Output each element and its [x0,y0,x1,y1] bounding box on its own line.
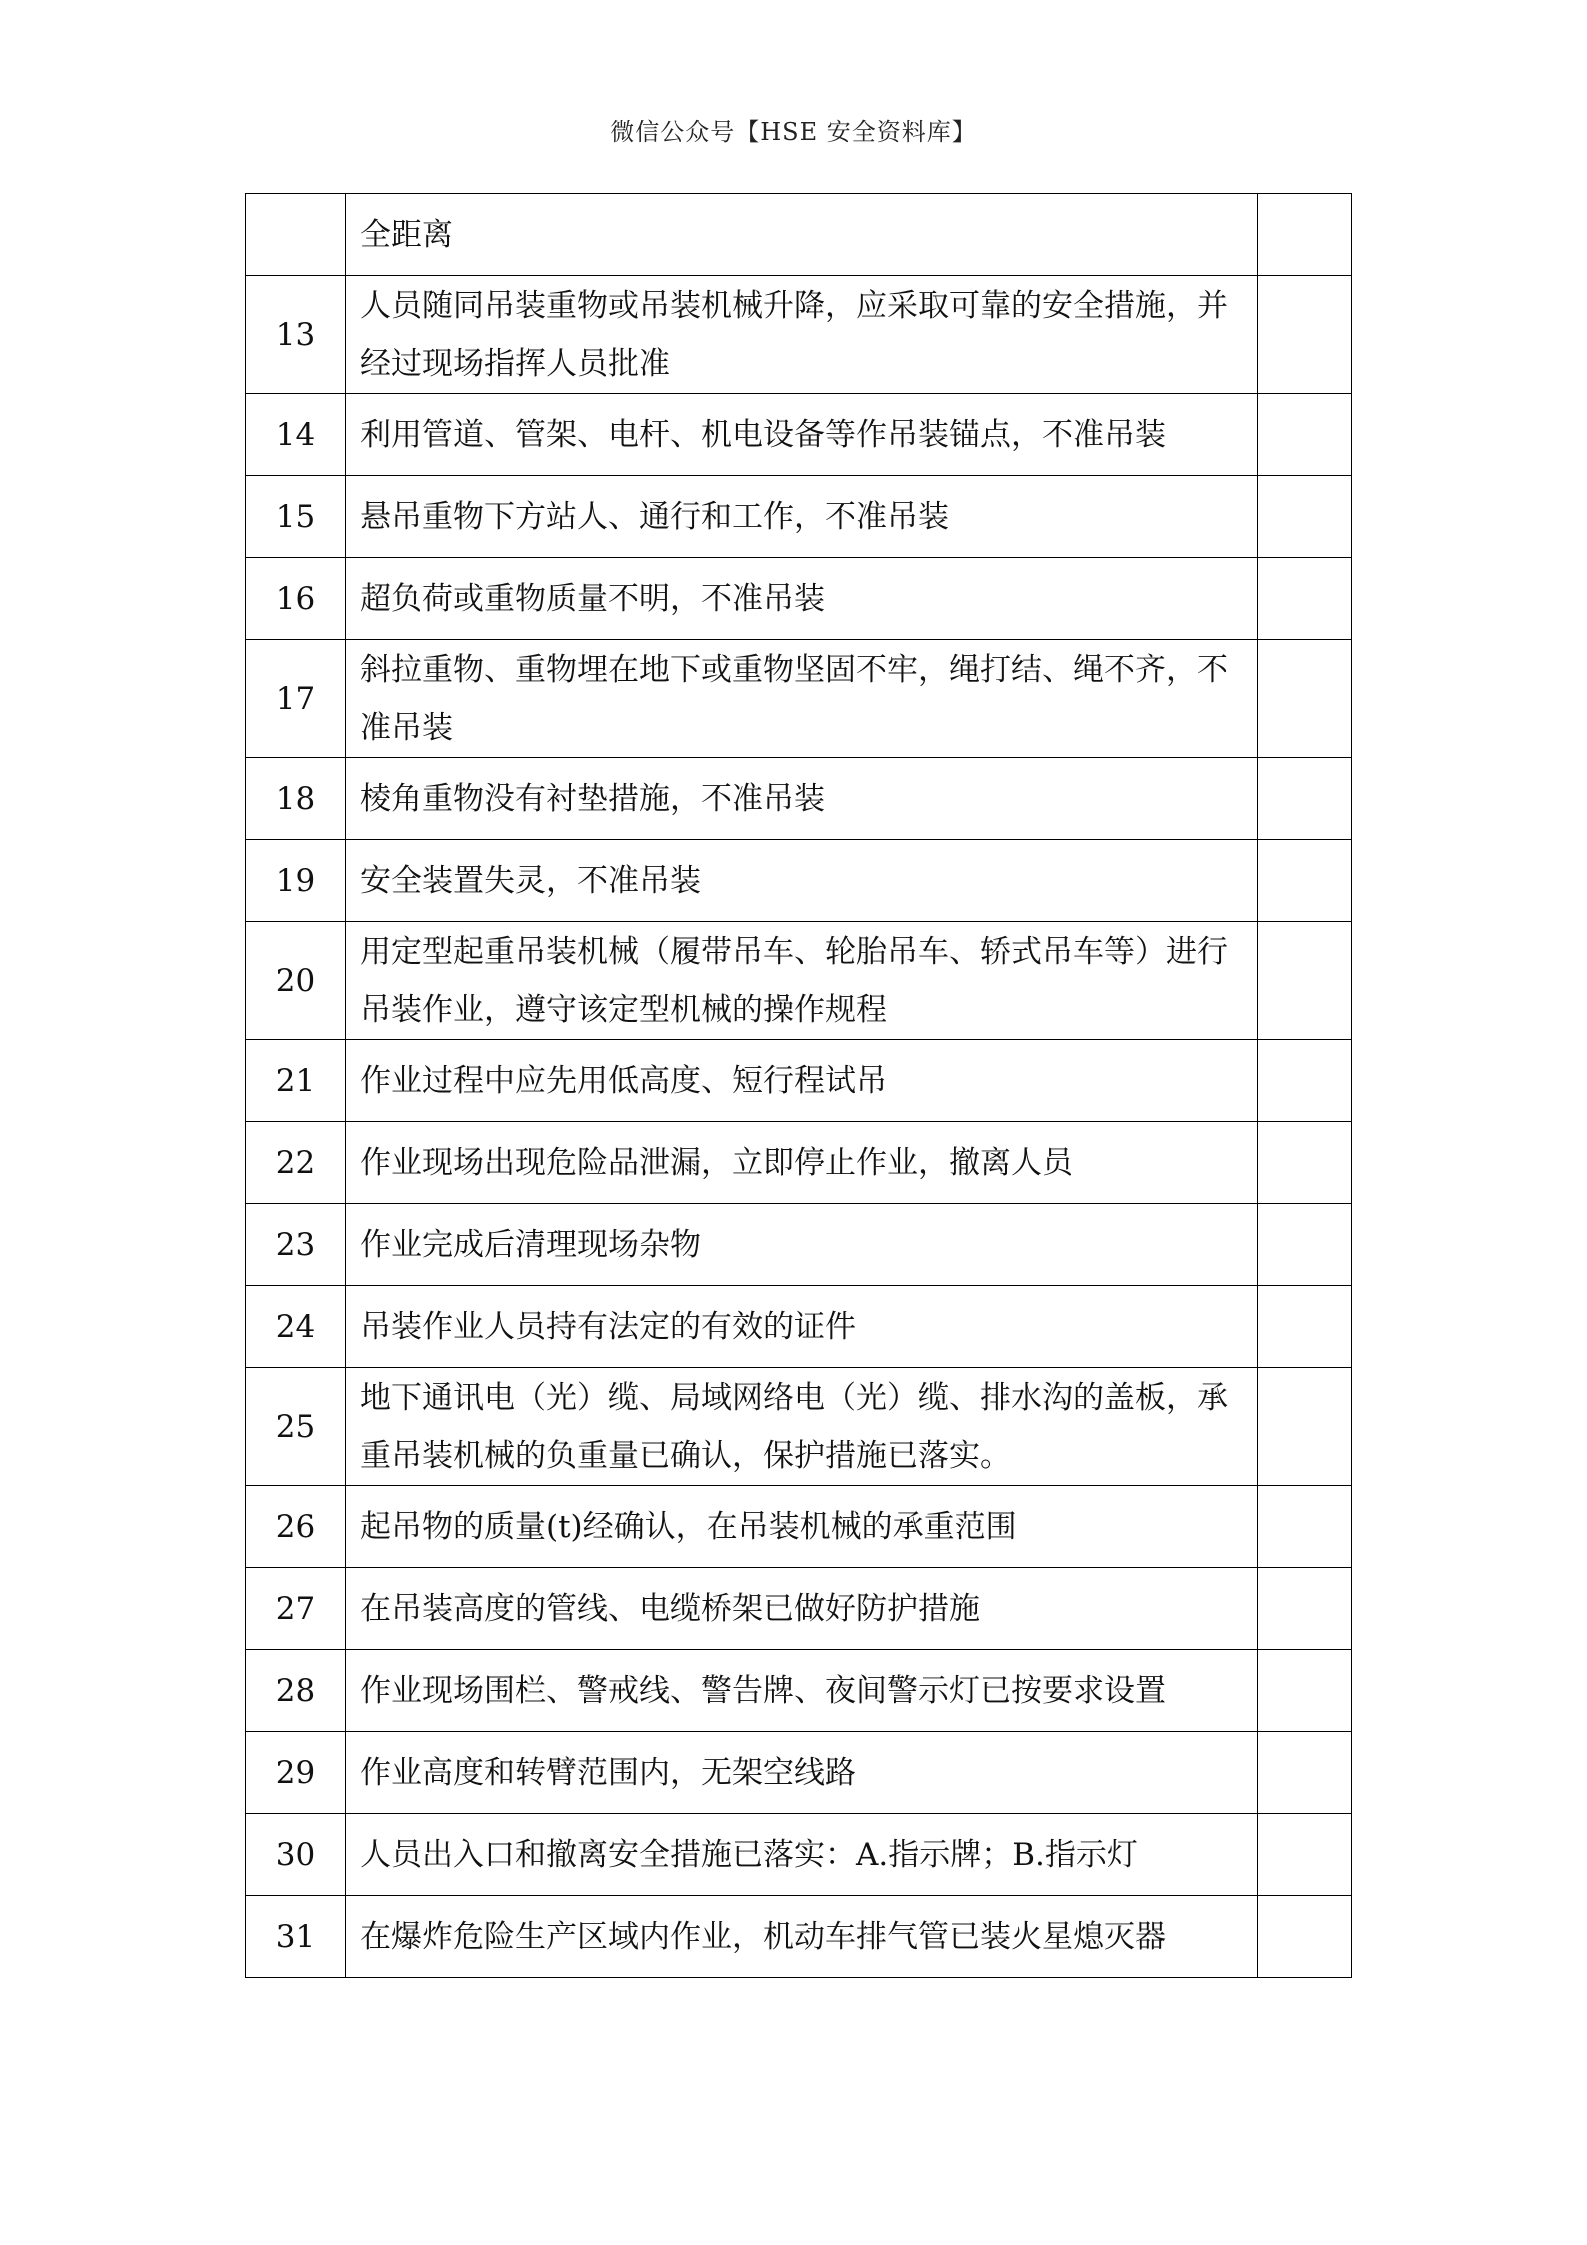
checklist-item-text: 棱角重物没有衬垫措施，不准吊装 [346,758,1258,840]
checklist-item-text: 人员出入口和撤离安全措施已落实：A.指示牌；B.指示灯 [346,1814,1258,1896]
checklist-item-text: 作业现场围栏、警戒线、警告牌、夜间警示灯已按要求设置 [346,1650,1258,1732]
row-number: 14 [246,394,346,476]
row-number: 30 [246,1814,346,1896]
page-header: 微信公众号【HSE 安全资料库】 [610,118,977,146]
row-number: 13 [246,276,346,394]
checklist-item-text: 超负荷或重物质量不明，不准吊装 [346,558,1258,640]
check-result-cell[interactable] [1258,276,1352,394]
check-result-cell[interactable] [1258,394,1352,476]
row-number: 18 [246,758,346,840]
table-row [246,1368,1352,1486]
check-result-cell[interactable] [1258,840,1352,922]
checklist-item-text: 人员随同吊装重物或吊装机械升降，应采取可靠的安全措施，并经过现场指挥人员批准 [346,276,1258,394]
row-number: 16 [246,558,346,640]
check-result-cell[interactable] [1258,1368,1352,1486]
table-row [246,1040,1352,1122]
row-number: 28 [246,1650,346,1732]
check-result-cell[interactable] [1258,194,1352,276]
checklist-item-text: 利用管道、管架、电杆、机电设备等作吊装锚点，不准吊装 [346,394,1258,476]
check-result-cell[interactable] [1258,1204,1352,1286]
row-number: 19 [246,840,346,922]
check-result-cell[interactable] [1258,640,1352,758]
check-result-cell[interactable] [1258,922,1352,1040]
checklist-item-text: 作业高度和转臂范围内，无架空线路 [346,1732,1258,1814]
checklist-item-text: 作业完成后清理现场杂物 [346,1204,1258,1286]
check-result-cell[interactable] [1258,1896,1352,1978]
checklist-item-text: 作业现场出现危险品泄漏，立即停止作业，撤离人员 [346,1122,1258,1204]
checklist-item-text: 安全装置失灵，不准吊装 [346,840,1258,922]
checklist-item-text: 在吊装高度的管线、电缆桥架已做好防护措施 [346,1568,1258,1650]
row-number: 21 [246,1040,346,1122]
table-row [246,276,1352,394]
check-result-cell[interactable] [1258,476,1352,558]
safety-checklist-table [245,193,1352,1978]
checklist-item-text: 地下通讯电（光）缆、局域网络电（光）缆、排水沟的盖板，承重吊装机械的负重量已确认，保护措施已落实。 [346,1368,1258,1486]
table-row [246,1896,1352,1978]
table-row [246,476,1352,558]
check-result-cell[interactable] [1258,1650,1352,1732]
table-row [246,922,1352,1040]
check-result-cell[interactable] [1258,1568,1352,1650]
check-result-cell[interactable] [1258,758,1352,840]
row-number [246,194,346,276]
row-number: 22 [246,1122,346,1204]
table-row [246,558,1352,640]
checklist-item-text: 作业过程中应先用低高度、短行程试吊 [346,1040,1258,1122]
row-number: 31 [246,1896,346,1978]
checklist-item-text: 在爆炸危险生产区域内作业，机动车排气管已装火星熄灭器 [346,1896,1258,1978]
checklist-item-text: 全距离 [346,194,1258,276]
row-number: 27 [246,1568,346,1650]
table-row [246,1650,1352,1732]
checklist-item-text: 吊装作业人员持有法定的有效的证件 [346,1286,1258,1368]
table-row [246,1732,1352,1814]
check-result-cell[interactable] [1258,1814,1352,1896]
checklist-item-text: 用定型起重吊装机械（履带吊车、轮胎吊车、轿式吊车等）进行吊装作业，遵守该定型机械的操作规程 [346,922,1258,1040]
checklist-item-text: 起吊物的质量(t)经确认，在吊装机械的承重范围 [346,1486,1258,1568]
row-number: 26 [246,1486,346,1568]
check-result-cell[interactable] [1258,1040,1352,1122]
table-row [246,1486,1352,1568]
table-row [246,1122,1352,1204]
row-number: 29 [246,1732,346,1814]
check-result-cell[interactable] [1258,1732,1352,1814]
table-row [246,1568,1352,1650]
table-row [246,840,1352,922]
row-number: 15 [246,476,346,558]
check-result-cell[interactable] [1258,1286,1352,1368]
check-result-cell[interactable] [1258,558,1352,640]
table-row [246,1286,1352,1368]
row-number: 17 [246,640,346,758]
checklist-body [246,194,1352,1978]
check-result-cell[interactable] [1258,1122,1352,1204]
row-number: 20 [246,922,346,1040]
table-row [246,1814,1352,1896]
row-number: 25 [246,1368,346,1486]
row-number: 23 [246,1204,346,1286]
table-row [246,758,1352,840]
check-result-cell[interactable] [1258,1486,1352,1568]
checklist-item-text: 悬吊重物下方站人、通行和工作，不准吊装 [346,476,1258,558]
table-row [246,1204,1352,1286]
table-row [246,194,1352,276]
table-row [246,640,1352,758]
checklist-item-text: 斜拉重物、重物埋在地下或重物坚固不牢，绳打结、绳不齐，不准吊装 [346,640,1258,758]
row-number: 24 [246,1286,346,1368]
table-row [246,394,1352,476]
